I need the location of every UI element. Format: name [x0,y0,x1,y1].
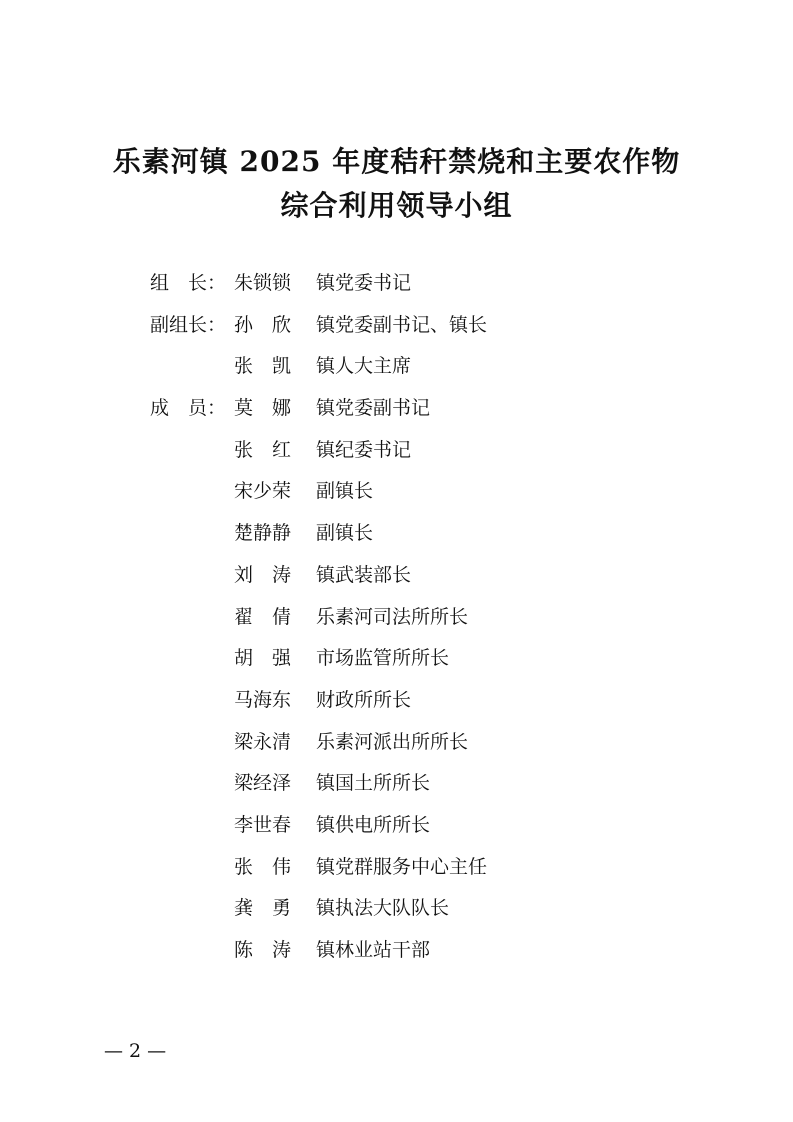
member-position: 镇国土所所长 [316,772,431,795]
member-position: 镇执法大队队长 [316,897,450,920]
member-row [0,308,793,350]
member-position: 镇党委书记 [316,272,412,294]
member-role: 组 长： [150,272,227,294]
member-name: 马海东 [234,688,292,711]
member-name: 张 凯 [234,355,292,378]
member-row [0,266,793,308]
member-position: 镇林业站干部 [316,939,431,961]
member-row [0,600,793,642]
member-position: 市场监管所所长 [316,647,450,670]
member-name: 梁永清 [234,730,292,753]
member-name: 孙 欣 [234,313,292,336]
member-position: 镇纪委书记 [316,438,412,461]
member-row [0,391,793,433]
member-position: 镇人大主席 [316,355,412,378]
member-row [0,558,793,600]
document-title-line-2: 综合利用领导小组 [280,189,513,222]
member-name: 宋少荣 [234,480,292,503]
member-row [0,850,793,892]
document-title-line-1: 乐素河镇 2025 年度秸秆禁烧和主要农作物 [112,145,681,178]
member-position: 镇武装部长 [316,563,412,586]
member-position: 乐素河派出所所长 [316,730,469,753]
page-number: — 2 — [104,1040,167,1062]
member-role: 副组长： [150,313,227,336]
member-name: 张 伟 [234,855,292,878]
member-position: 副镇长 [316,522,374,545]
member-name: 李世春 [234,813,292,836]
member-row [0,516,793,558]
member-row [0,808,793,850]
member-position: 镇党委副书记、镇长 [316,313,488,336]
member-row [0,641,793,683]
member-name: 朱锁锁 [234,272,292,294]
member-name: 陈 涛 [234,939,292,961]
member-name: 楚静静 [234,522,292,545]
member-list [0,266,793,975]
member-row [0,349,793,391]
member-row [0,683,793,725]
member-name: 胡 强 [234,647,292,670]
member-name: 莫 娜 [234,397,292,420]
member-position: 镇供电所所长 [316,813,431,836]
member-row [0,474,793,516]
member-row [0,433,793,475]
member-position: 镇党群服务中心主任 [316,855,488,878]
member-position: 财政所所长 [316,688,412,711]
member-name: 翟 倩 [234,605,292,628]
member-row [0,933,793,975]
member-position: 乐素河司法所所长 [316,605,469,628]
member-role: 成 员： [150,397,227,420]
member-name: 刘 涛 [234,563,292,586]
member-row [0,891,793,933]
member-name: 龚 勇 [234,897,292,920]
member-row [0,766,793,808]
member-position: 镇党委副书记 [316,397,431,420]
member-name: 梁经泽 [234,772,292,795]
member-position: 副镇长 [316,480,374,503]
member-row [0,725,793,767]
member-name: 张 红 [234,438,292,461]
